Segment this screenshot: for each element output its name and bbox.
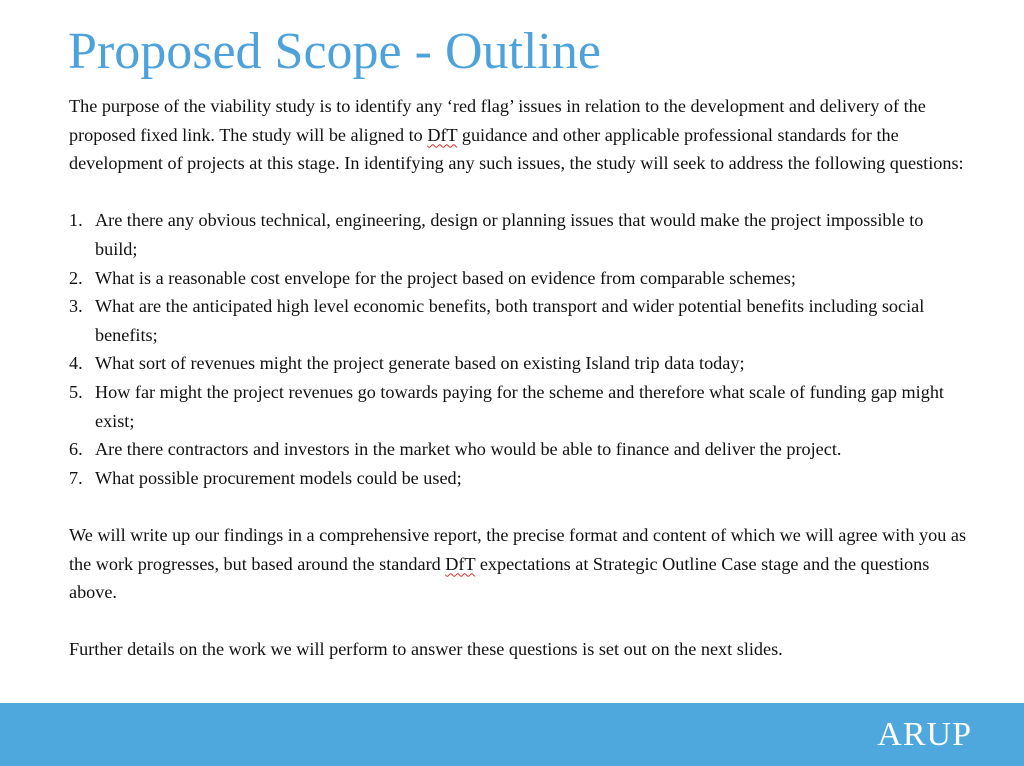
question-text: How far might the project revenues go towards paying for the scheme and therefore what scale of funding gap might exist; [95,381,944,431]
question-number: 1. [69,210,83,231]
question-text: What sort of revenues might the project generate based on existing Island trip data today; [95,353,745,374]
intro-text-2: guidance and other applicable professional standards for the development of projects at this stage. In identifying any such issues, the study will seek to address the following questions: [69,124,964,174]
question-text: What is a reasonable cost envelope for the project based on evidence from comparable schemes; [95,267,796,288]
questions-list [69,206,969,492]
further-details-paragraph: Further details on the work we will perform to answer these questions is set out on the next slides. [69,639,783,660]
report-text-2: expectations at Strategic Outline Case stage and the questions above. [69,553,930,603]
question-item [69,292,969,349]
paragraph-gap [69,178,969,207]
report-paragraph [69,521,969,607]
paragraph-gap [69,492,969,521]
footer-band [0,703,1024,766]
question-number: 4. [69,353,83,374]
question-text: Are there contractors and investors in the market who would be able to finance and deliver the project. [95,439,842,460]
intro-paragraph [69,92,969,178]
question-number: 5. [69,381,83,402]
question-text: Are there any obvious technical, engineering, design or planning issues that would make the project impossible to build; [95,210,924,259]
question-text: What possible procurement models could be used; [95,467,462,488]
question-item [69,435,969,464]
paragraph-gap [69,607,969,636]
report-text-1: We will write up our findings in a comprehensive report, the precise format and content of which we will agree with you as the work progresses, but based around the standard [69,524,967,574]
arup-logo: ARUP [877,716,972,753]
question-number: 7. [69,467,83,488]
spellcheck-word-dft: DfT [427,124,458,145]
question-number: 6. [69,439,83,460]
question-item [69,378,969,435]
question-number: 3. [69,296,83,317]
question-item [69,349,969,378]
slide-title: Proposed Scope - Outline [68,23,601,80]
question-item [69,264,969,293]
spellcheck-word-dft: DfT [445,553,476,574]
question-text: What are the anticipated high level economic benefits, both transport and wider potential benefits including social benefits; [95,296,925,345]
question-item [69,464,969,493]
question-item [69,206,969,263]
slide-body [69,92,969,664]
intro-text-1: The purpose of the viability study is to identify any ‘red flag’ issues in relation to the development and delivery of the proposed fixed link. The study will be aligned to [69,96,926,145]
question-number: 2. [69,267,83,288]
